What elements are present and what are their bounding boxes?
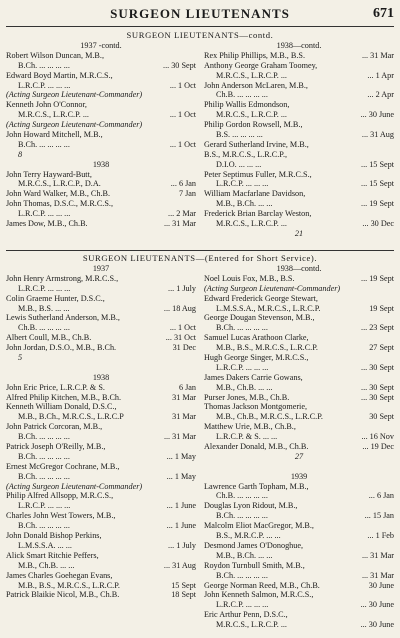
entry-date: ... 1 July	[168, 283, 196, 293]
entry-text: Lawrence Garth Topham, M.B.,	[204, 481, 309, 491]
entry-text: Ch.B. ... ... ... ...	[216, 491, 268, 501]
list-item	[6, 541, 196, 551]
entry-text: 21	[294, 228, 304, 238]
list-item	[6, 373, 196, 383]
list-item	[6, 521, 196, 531]
page-number: 671	[373, 6, 394, 21]
entry-text: John Eric Price, L.R.C.P. & S.	[6, 382, 105, 392]
entry-date: 27 Sept	[369, 343, 394, 353]
list-item	[204, 323, 394, 333]
entry-date: 18 Sept	[171, 590, 196, 600]
entry-text: Malcolm Eliot MacGregor, M.B.,	[204, 521, 314, 531]
entry-text: Ch.B. ... ... ... ...	[18, 323, 70, 333]
entry-date: ... 31 Mar	[361, 550, 394, 560]
entry-text: M.B., Ch.B. ... ...	[216, 382, 273, 392]
list-item	[6, 90, 196, 100]
list-item	[204, 170, 394, 180]
entry-text: Gerard Sutherland Irvine, M.B.,	[204, 139, 309, 149]
list-item	[6, 353, 196, 363]
entry-text: 1939	[290, 471, 308, 481]
entry-text: 1937	[92, 264, 110, 273]
entry-date: ... 31 Oct	[165, 333, 196, 343]
section2-column-left	[6, 264, 196, 600]
list-item	[6, 402, 196, 412]
entry-text: Frederick Brian Barclay Weston,	[204, 209, 312, 219]
entry-date: 31 Mar	[172, 392, 196, 402]
entry-text: L.R.C.P. ... ... ...	[18, 209, 71, 219]
entry-text: M.B., B.S. ... ...	[18, 303, 70, 313]
list-item	[204, 571, 394, 581]
list-item	[204, 482, 394, 492]
entry-text: M.B., B.S., M.R.C.S., L.R.C.P.	[18, 580, 120, 590]
entry-text: 8	[18, 149, 23, 159]
list-item	[6, 383, 196, 393]
list-item	[204, 452, 394, 462]
entry-text: L.R.C.P. ... ... ...	[216, 362, 269, 372]
entry-date: ... 30 Sept	[163, 60, 196, 70]
list-item	[6, 219, 196, 229]
list-item	[6, 491, 196, 501]
entry-text: John Thomas, D.S.C., M.R.C.S.,	[6, 199, 113, 209]
entry-text: John Terry Hayward-Butt,	[6, 169, 92, 179]
entry-text: L.R.C.P. ... ... ...	[216, 179, 269, 189]
entry-text: M.B., B.Ch. ... ...	[216, 199, 273, 209]
section1-column-left	[6, 41, 196, 229]
list-item	[204, 110, 394, 120]
entry-date: ... 30 June	[360, 110, 394, 120]
entry-text: M.R.C.S., L.R.C.P. ...	[216, 219, 287, 229]
entry-date: ... 30 June	[360, 620, 394, 630]
list-item	[204, 353, 394, 363]
list-item	[6, 61, 196, 71]
entry-text: M.R.C.S., L.R.C.P. ...	[18, 110, 89, 120]
entry-text: James Charles Goehegan Evans,	[6, 570, 113, 580]
list-item	[204, 521, 394, 531]
entry-text: L.R.C.P. ... ... ...	[18, 80, 71, 90]
entry-text: Colin Graeme Hunter, D.S.C.,	[6, 293, 105, 303]
list-item	[6, 274, 196, 284]
list-item	[204, 600, 394, 610]
entry-date: ... 1 June	[166, 501, 196, 511]
entry-text: L.R.C.P. ... ... ...	[216, 600, 269, 610]
list-item	[204, 229, 394, 239]
list-item	[6, 393, 196, 403]
entry-text: Roydon Turnbull Smith, M.B.,	[204, 560, 305, 570]
entry-text: B.Ch. ... ... ... ...	[18, 451, 70, 461]
entry-text: M.R.C.S., L.R.C.P. ...	[216, 110, 287, 120]
list-item	[204, 402, 394, 412]
list-item	[204, 71, 394, 81]
entry-text: Desmond James O'Donoghue,	[204, 540, 304, 550]
running-head	[0, 6, 400, 24]
list-item	[6, 333, 196, 343]
entry-text: L.R.C.P. ... ... ...	[18, 283, 71, 293]
entry-date: ... 30 Sept	[361, 392, 394, 402]
entry-text: B.S. ... ... ... ...	[216, 130, 263, 140]
list-item	[6, 81, 196, 91]
entry-text: 1938—contd.	[276, 41, 322, 50]
entry-text: B.Ch. ... ... ... ...	[216, 570, 268, 580]
list-item	[6, 363, 196, 373]
list-item	[204, 199, 394, 209]
entry-date: ... 15 Jan	[364, 511, 394, 521]
entry-date: ... 6 Jan	[368, 491, 394, 501]
list-item	[6, 110, 196, 120]
entry-text: John Jordan, D.S.O., M.B., B.Ch.	[6, 343, 117, 353]
list-item	[6, 189, 196, 199]
entry-date: ... 31 Mar	[361, 50, 394, 60]
entry-text: George Norman Reed, M.B., Ch.B.	[204, 580, 320, 590]
list-item	[204, 432, 394, 442]
list-item	[6, 264, 196, 274]
entry-text: Purser Jones, M.B., Ch.B.	[204, 392, 290, 402]
section-divider	[6, 250, 394, 251]
list-item	[6, 170, 196, 180]
entry-text: Peter Septimus Fuller, M.R.C.S.,	[204, 169, 312, 179]
list-item	[6, 41, 196, 51]
entry-date: 15 Sept	[171, 580, 196, 590]
list-item	[204, 160, 394, 170]
list-item	[204, 620, 394, 630]
list-item	[204, 140, 394, 150]
list-item	[204, 581, 394, 591]
entry-date: ... 31 Mar	[163, 219, 196, 229]
list-item	[204, 41, 394, 51]
list-item	[204, 179, 394, 189]
entry-date: ... 2 Apr	[367, 90, 394, 100]
entry-text: M.B., B.Ch. ... ...	[216, 550, 273, 560]
entry-text: L.R.C.P. ... ... ...	[18, 501, 71, 511]
entry-text: 1938	[92, 372, 110, 382]
entry-date: ... 15 Sept	[361, 159, 394, 169]
list-item	[6, 482, 196, 492]
entry-date: 31 Dec	[172, 343, 196, 353]
list-item	[6, 130, 196, 140]
list-item	[6, 561, 196, 571]
list-item	[204, 412, 394, 422]
entry-text: John Anderson McLaren, M.B.,	[204, 80, 308, 90]
entry-date: ... 31 Mar	[361, 570, 394, 580]
entry-text: Kenneth John O'Connor,	[6, 100, 87, 110]
list-item	[204, 219, 394, 229]
list-item	[6, 462, 196, 472]
entry-text: B.S., M.R.C.S., L.R.C.P.,	[204, 149, 288, 159]
entry-text: Eric Arthur Penn, D.S.C.,	[204, 610, 288, 620]
entry-text: Philip Gordon Rowsell, M.B.,	[204, 120, 303, 130]
entry-date: ... 1 May	[166, 471, 196, 481]
entry-text: Rex Philip Phillips, M.B., B.S.	[204, 50, 306, 60]
entry-date: ... 1 May	[166, 451, 196, 461]
list-item	[204, 51, 394, 61]
entry-text: B.Ch. ... ... ... ...	[18, 432, 70, 442]
list-item	[204, 422, 394, 432]
entry-text: Albert Coull, M.B., Ch.B.	[6, 333, 92, 343]
section1-column-right	[204, 41, 394, 239]
entry-date: ... 23 Sept	[361, 323, 394, 333]
header-rule	[6, 26, 394, 27]
entry-date: ... 1 Oct	[169, 110, 196, 120]
entry-date: ... 31 Mar	[163, 432, 196, 442]
entry-text: B.Ch. ... ... ... ...	[18, 471, 70, 481]
entry-date: ... 6 Jan	[170, 179, 196, 189]
list-item	[204, 284, 394, 294]
list-item	[204, 383, 394, 393]
entry-date: ... 1 Feb	[367, 531, 394, 541]
entry-text: Ch.B. ... ... ... ...	[216, 90, 268, 100]
entry-text: B.Ch. ... ... ... ...	[18, 521, 70, 531]
list-item	[204, 511, 394, 521]
entry-text: Robert Wilson Duncan, M.B.,	[6, 50, 104, 60]
list-item	[204, 531, 394, 541]
entry-date: ... 31 Aug	[163, 560, 196, 570]
list-item	[6, 452, 196, 462]
entry-text: (Acting Surgeon Lieutenant-Commander)	[6, 90, 143, 100]
entry-text: George Dougan Stevenson, M.B.,	[204, 313, 315, 323]
entry-date: 31 Mar	[172, 412, 196, 422]
list-item	[204, 209, 394, 219]
list-item	[204, 313, 394, 323]
list-item	[6, 472, 196, 482]
list-item	[204, 189, 394, 199]
entry-text: (Acting Surgeon Lieutenant-Commander)	[6, 120, 143, 130]
list-item	[6, 501, 196, 511]
entry-text: B.Ch. ... ... ... ...	[18, 139, 70, 149]
entry-text: M.B., B.Ch., M.R.C.S., L.R.C.P	[18, 412, 124, 422]
list-item	[6, 551, 196, 561]
entry-text: Philip Alfred Allsopp, M.R.C.S.,	[6, 491, 114, 501]
list-item	[204, 294, 394, 304]
list-item	[6, 432, 196, 442]
entry-date: ... 19 Dec	[362, 442, 394, 452]
list-item	[204, 130, 394, 140]
entry-text: L.M.S.S.A., M.R.C.S., L.R.C.P.	[216, 303, 321, 313]
list-item	[6, 120, 196, 130]
list-item	[204, 363, 394, 373]
list-item	[6, 140, 196, 150]
list-item	[204, 304, 394, 314]
list-item	[6, 313, 196, 323]
entry-date: ... 1 June	[166, 521, 196, 531]
entry-date: 7 Jan	[178, 189, 196, 199]
list-item	[6, 51, 196, 61]
entry-text: M.B., B.S., M.R.C.S., L.R.C.P.	[216, 343, 318, 353]
entry-date: ... 2 Mar	[168, 209, 196, 219]
entry-date: ... 1 July	[168, 540, 196, 550]
list-item	[6, 571, 196, 581]
entry-text: M.B., Ch.B. ... ...	[18, 560, 75, 570]
list-item	[204, 274, 394, 284]
entry-date: ... 30 Sept	[361, 362, 394, 372]
entry-date: ... 30 Dec	[362, 219, 394, 229]
entry-date: 6 Jan	[178, 382, 196, 392]
entry-text: Thomas Jackson Montgomerie,	[204, 402, 308, 412]
list-item	[204, 541, 394, 551]
list-item	[6, 412, 196, 422]
entry-date: ... 30 June	[360, 600, 394, 610]
entry-text: Alick Smart Ritchie Peffers,	[6, 550, 99, 560]
list-item	[6, 422, 196, 432]
entry-text: Lewis Sutherland Anderson, M.B.,	[6, 313, 120, 323]
entry-date: ... 1 Oct	[169, 323, 196, 333]
entry-text: Edward Frederick George Stewart,	[204, 293, 318, 303]
entry-text: James Dow, M.B., Ch.B.	[6, 219, 88, 229]
entry-text: Kenneth William Donald, D.S.C.,	[6, 402, 117, 412]
entry-text: Edward Boyd Martin, M.R.C.S.,	[6, 70, 113, 80]
entry-text: 1938	[92, 159, 110, 169]
list-item	[204, 590, 394, 600]
entry-text: D.I.O. ... ... ...	[216, 159, 262, 169]
entry-text: M.R.C.S., L.R.C.P. ...	[216, 70, 287, 80]
entry-text: Patrick Joseph O'Reilly, M.B.,	[6, 442, 106, 452]
list-item	[6, 100, 196, 110]
entry-text: Alfred Philip Kitchen, M.B., B.Ch.	[6, 392, 122, 402]
entry-text: Ernest McGregor Cochrane, M.B.,	[6, 461, 120, 471]
section-title-regular: SURGEON LIEUTENANTS—contd.	[126, 30, 274, 40]
entry-text: Matthew Urie, M.B., Ch.B.,	[204, 422, 296, 432]
entry-text: M.B., Ch.B., M.R.C.S., L.R.C.P.	[216, 412, 323, 422]
entry-text: L.M.S.S.A. ... ...	[18, 540, 72, 550]
entry-text: John Ward Walker, M.B., Ch.B.	[6, 189, 111, 199]
section2-column-right	[204, 264, 394, 630]
entry-text: John Donald Bishop Perkins,	[6, 531, 102, 541]
list-item	[204, 491, 394, 501]
entry-date: 30 Sept	[369, 412, 394, 422]
list-item	[204, 462, 394, 472]
list-item	[204, 333, 394, 343]
list-item	[204, 264, 394, 274]
entry-date: ... 15 Sept	[361, 179, 394, 189]
entry-text: (Acting Surgeon Lieutenant-Commander)	[6, 481, 143, 491]
entry-text: M.R.C.S., L.R.C.P., D.A.	[18, 179, 101, 189]
entry-text: Alexander Donald, M.B., Ch.B.	[204, 442, 309, 452]
list-item	[204, 343, 394, 353]
entry-text: 5	[18, 353, 23, 363]
list-item	[204, 100, 394, 110]
entry-date: ... 1 Oct	[169, 80, 196, 90]
list-item	[6, 284, 196, 294]
entry-date: 19 Sept	[369, 303, 394, 313]
entry-text: John Henry Armstrong, M.R.C.S.,	[6, 273, 119, 283]
list-item	[6, 179, 196, 189]
entry-date: ... 1 Oct	[169, 139, 196, 149]
entry-date: ... 19 Sept	[361, 199, 394, 209]
entry-text: B.Ch. ... ... ... ...	[18, 60, 70, 70]
entry-text: 27	[294, 451, 304, 461]
entry-text: John Kenneth Salmon, M.R.C.S.,	[204, 590, 314, 600]
list-item	[6, 71, 196, 81]
entry-date: ... 30 Sept	[361, 382, 394, 392]
entry-text: John Patrick Corcoran, M.B.,	[6, 422, 103, 432]
entry-text: Patrick Blaikie Nicol, M.B., Ch.B.	[6, 590, 120, 600]
entry-date: ... 1 Apr	[367, 70, 394, 80]
entry-text: B.Ch. ... ... ... ...	[216, 511, 268, 521]
running-head-title: SURGEON LIEUTENANTS	[110, 6, 290, 21]
list-item	[204, 90, 394, 100]
list-item	[6, 590, 196, 600]
list-item	[6, 209, 196, 219]
entry-text: Noel Louis Fox, M.B., B.S.	[204, 273, 295, 283]
section-title-short-service: SURGEON LIEUTENANTS—(Entered for Short Service).	[82, 253, 318, 263]
entry-date: ... 31 Aug	[361, 130, 394, 140]
entry-text: (Acting Surgeon Lieutenant-Commander)	[204, 283, 341, 293]
entry-text: 1937 -contd.	[80, 41, 122, 50]
list-item	[6, 150, 196, 160]
entry-text: William Macfarlane Davidson,	[204, 189, 306, 199]
list-item	[204, 61, 394, 71]
list-item	[6, 199, 196, 209]
list-item	[204, 81, 394, 91]
list-item	[204, 120, 394, 130]
list-item	[204, 551, 394, 561]
entry-text: Anthony George Graham Toomey,	[204, 60, 318, 70]
entry-text: Philip Wallis Edmondson,	[204, 100, 290, 110]
entry-text: Charles John West Towers, M.B.,	[6, 511, 116, 521]
entry-date: 30 June	[368, 580, 394, 590]
list-item	[204, 373, 394, 383]
list-item	[204, 442, 394, 452]
list-item	[6, 304, 196, 314]
entry-text: John Howard Mitchell, M.B.,	[6, 130, 103, 140]
list-item	[6, 160, 196, 170]
entry-text: B.S., M.R.C.P. ... ...	[216, 531, 281, 541]
entry-text: Samuel Lucas Arathoon Clarke,	[204, 333, 309, 343]
list-item	[6, 581, 196, 591]
entry-text: 1938—contd.	[276, 264, 322, 273]
entry-text: L.R.C.P. & S. ... ...	[216, 432, 278, 442]
entry-text: B.Ch. ... ... ... ...	[216, 323, 268, 333]
list-item	[6, 294, 196, 304]
entry-text: M.R.C.S., L.R.C.P. ...	[216, 620, 287, 630]
entry-text: James Dakers Carrie Gowans,	[204, 372, 303, 382]
list-item	[6, 511, 196, 521]
entry-date: ... 18 Aug	[163, 303, 196, 313]
list-item	[6, 323, 196, 333]
list-item	[204, 561, 394, 571]
list-item	[204, 150, 394, 160]
list-item	[204, 393, 394, 403]
list-item	[204, 610, 394, 620]
entry-date: ... 16 Nov	[361, 432, 394, 442]
entry-date: ... 19 Sept	[361, 273, 394, 283]
entry-text: Douglas Lyon Ridout, M.B.,	[204, 501, 298, 511]
list-item	[6, 531, 196, 541]
list-item	[204, 501, 394, 511]
entry-text: Hugh George Singer, M.R.C.S.,	[204, 353, 309, 363]
list-item	[6, 343, 196, 353]
list-item	[6, 442, 196, 452]
list-item	[204, 472, 394, 482]
